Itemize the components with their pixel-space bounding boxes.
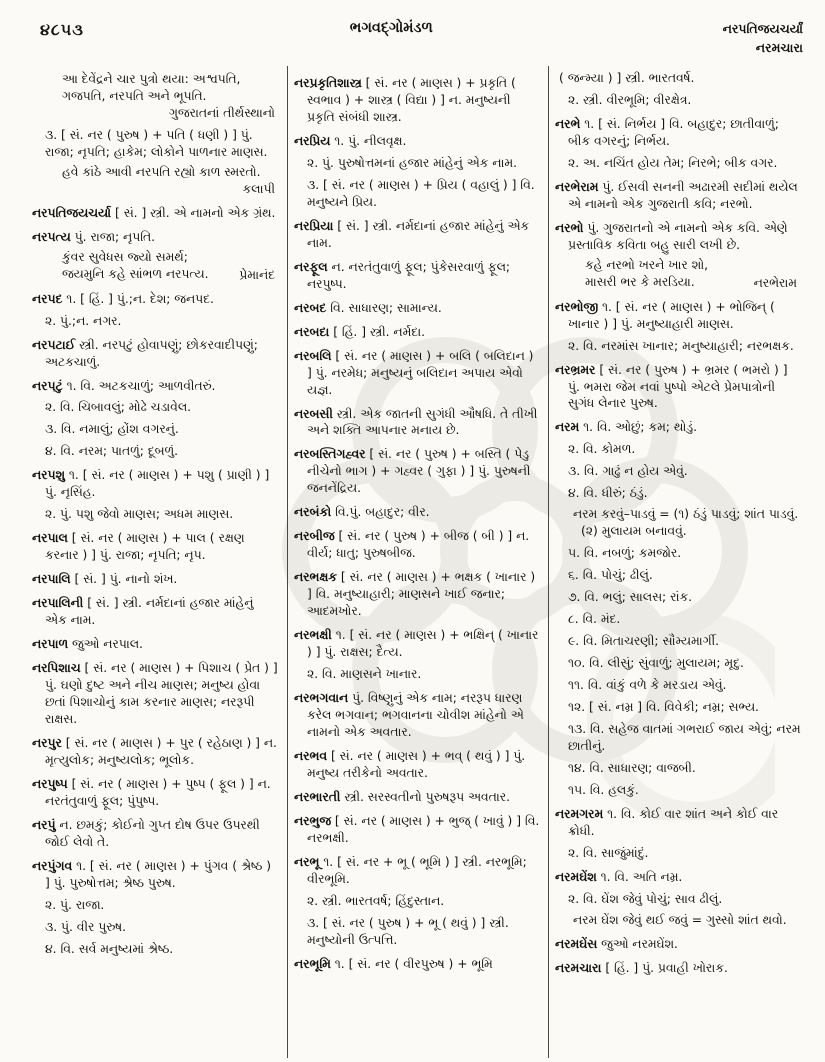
column-2	[287, 66, 548, 1058]
sense-item	[32, 941, 279, 958]
dict-entry	[294, 300, 540, 317]
sense-item	[32, 919, 279, 936]
definition-text: ૪. વિ. ધીરું; ઠંડું.	[568, 486, 648, 501]
headword: નરપતિજયચર્યા	[32, 205, 112, 220]
headword: નરભોજી	[555, 299, 599, 314]
definition-text: નરમ કરવું–પાડવું = (૧) ઠંડું પાડવું; શાંત પાડવું. (૨) મુલાયમ બનાવવું.	[573, 507, 799, 539]
sense-item	[32, 313, 279, 330]
headword: નરપાલિની	[32, 596, 84, 611]
dict-entry	[294, 789, 540, 806]
text-columns	[26, 66, 809, 1058]
headword: નરભારતી	[294, 789, 341, 804]
headword: નરબીજ	[294, 529, 335, 544]
headword: નરભુજ	[294, 813, 331, 828]
quote-line: કહે નરભો ખરને ખાર શો,	[585, 257, 709, 272]
sense-item	[555, 92, 801, 109]
verse-quote	[32, 71, 279, 122]
dict-entry	[555, 116, 801, 150]
headword: નરભગવાન	[294, 691, 349, 706]
headword: નરપાલ	[32, 531, 68, 546]
headword: નરબસ્તિગહ્વર	[294, 447, 366, 462]
sense-item	[555, 891, 801, 908]
definition-text: ૩. વિ. નમાલું; હોંશ વગરનું.	[45, 422, 179, 437]
definition-text: પું. ગુજરાતનો એ નામનો એક કવિ. એણે પ્રસ્તાવિક કવિતા બહુ સારી લખી છે.	[568, 220, 788, 252]
verse-quote	[32, 164, 279, 198]
dict-entry	[294, 956, 540, 973]
headword: નરભૂ	[294, 854, 320, 869]
sense-item	[294, 893, 540, 910]
definition-text: ૨. વિ. ઘેંશ જેવું પોચું; સાવ ઢીલું.	[568, 891, 723, 906]
definition-text: ૧. વિ. ઓછું; કમ; થોડું.	[583, 420, 698, 435]
dict-entry	[555, 419, 801, 436]
definition-text: ૪. વિ. સર્વ મનુષ્યમાં શ્રેષ્ઠ.	[45, 941, 174, 956]
idiom-note	[555, 912, 801, 929]
dict-entry	[32, 636, 279, 653]
quote-line: કુંવર સુવેધસ જ્યો સમર્થ;	[62, 249, 188, 264]
definition-text: પું. ઈસવી સનની અઢારમી સદીમાં થયેલ એ નામનો એક ગુજરાતી કવિ; નરભો.	[568, 179, 798, 211]
dict-entry	[32, 595, 279, 629]
headword: નરપટું	[32, 378, 63, 393]
definition-text: [ સં. નર ( પુરુષ ) + ભ્રમર ( ભમરો ) ] પું. ભમરા જેમ નવાં પુષ્પો એટલે પ્રેમપાત્રોની સુગંધ લેનાર પુરુષ.	[568, 362, 788, 411]
definition-text: ૧. [ સં. નર ( વીરપુરુષ ) + ભૂમિ	[334, 956, 493, 971]
definition-text: ન. નરતંતુવાળું ફૂલ; પુંકેસરવાળું ફૂલ; નરપુષ્પ.	[307, 259, 511, 291]
sense-item	[294, 915, 540, 949]
definition-text: ૩. [ સં. નર ( પુરુષ ) + ભૂ ( થવું ) ] સ્ત્રી. મનુષ્યોની ઉત્પત્તિ.	[307, 915, 509, 947]
dict-entry	[32, 571, 279, 588]
sense-item	[294, 155, 540, 172]
definition-text: ૯. વિ. મિતાચરણી; સૌમ્યમાર્ગી.	[568, 634, 720, 649]
headword: નરપ્રકૃતિશાસ્ત્ર	[294, 76, 362, 90]
sense-item	[32, 897, 279, 914]
quote-attribution: કલાપી	[242, 181, 275, 196]
headword: નરમ	[555, 420, 580, 435]
sense-item	[294, 177, 540, 211]
sense-item	[555, 589, 801, 606]
definition-text: ૩. વિ. ગાઢું ન હોય એવું.	[568, 464, 688, 479]
sense-item	[555, 567, 801, 584]
sense-item	[32, 506, 279, 523]
definition-text: ૧૨. [ સં. નમ્ર ] વિ. વિવેકી; નમ્ર; સભ્ય.	[568, 700, 759, 715]
dict-entry	[294, 690, 540, 741]
headword: નરમગરમ	[555, 806, 604, 821]
quote-line: આ દેવેંદ્રને ચાર પુત્રો થયા: અશ્વપતિ,	[62, 72, 241, 86]
definition-text: જુઓ નરપાલ.	[72, 637, 143, 652]
dict-entry	[32, 776, 279, 810]
quote-line: હવે કાંઠે આવી નરપતિ રહ્યો કાળ સ્મરતો.	[62, 164, 261, 179]
headword: નરભૂમિ	[294, 956, 331, 971]
dict-entry	[294, 528, 540, 562]
sense-item	[555, 782, 801, 799]
definition-text: ૨. વિ. સાજુંમાંદું.	[568, 845, 649, 860]
definition-text: ૬. વિ. પોચું; ઢીલું.	[568, 568, 653, 583]
definition-text: ૩. [ સં. નર ( પુરુષ ) + પતિ ( ધણી ) ] પું. રાજા; નૃપતિ; હાકેમ; લોકોને પાળનાર માણસ.	[45, 127, 268, 159]
definition-text: ૨. પું. પશુ જેવો માણસ; અધમ માણસ.	[45, 507, 234, 522]
headword: નરપુંગવ	[32, 858, 73, 873]
headword: નરપદ	[32, 291, 63, 306]
dict-entry	[32, 660, 279, 728]
quote-attribution: નરભેરામ	[753, 275, 797, 290]
quote-attribution: ગુજરાતનાં તીર્થસ્થાનો	[168, 105, 275, 120]
dict-entry	[555, 299, 801, 333]
definition-text: ૧૧. વિ. વાંકું વળે કે મરડાય એવું.	[568, 678, 727, 693]
guide-word-top: નરપતિજયચર્યાં	[722, 21, 803, 36]
definition-text: ૧. [ સં. નિર્ભય ] વિ. બહાદુર; છાતીવાળું; બીક વગરનું; નિર્ભય.	[568, 116, 779, 148]
sense-item	[555, 633, 801, 650]
dict-entry	[294, 446, 540, 497]
definition-text: ૧. [ હિં. ] પું.;ન. દેશ; જનપદ.	[66, 291, 214, 306]
headword: નરપશુ	[32, 468, 65, 483]
headword: નરપાલિ	[32, 572, 71, 587]
headword: નરભ્રમર	[555, 362, 596, 377]
dict-entry	[294, 748, 540, 782]
headword: નરમઘેંશ	[555, 869, 597, 884]
definition-text: ૨. વિ. નરમાંસ ખાનાર; મનુષ્યાહારી; નરભક્ષક.	[568, 338, 794, 353]
dict-entry	[294, 218, 540, 252]
entry-continuation	[555, 70, 801, 87]
headword: નરભક્ષક	[294, 570, 337, 585]
definition-text: [ સં. નર ( પુરુષ ) + બીજ ( બી ) ] ન. વીર્ય; ધાતુ; પુરુષબીજ.	[307, 529, 530, 561]
headword: નરબદ	[294, 300, 327, 315]
headword: નરમઘેંસ	[555, 936, 598, 951]
headword: નરપું	[32, 817, 56, 832]
quote-line: માસરી ભર કે મરડિયા.	[585, 274, 695, 289]
definition-text: પું. વિષ્ણુનું એક નામ; નરરૂપ ધારણ કરેલ ભગવાન; ભગવાનના ચોવીશ માંહેનો એ નામનો એક અવતાર.	[307, 691, 524, 739]
headword: નરપત્ય	[32, 229, 71, 244]
definition-text: ૨. પું. પુરુષોત્તમનાં હજાર માંહેનું એક નામ.	[307, 155, 517, 170]
definition-text: [ સં. નર ( માણસ ) + ભુજ્ ( ખાવું ) ] વિ. નરભક્ષી.	[307, 813, 540, 845]
sense-item	[555, 845, 801, 862]
definition-text: [ સં. નર ( માણસ ) + પિશાચ ( પ્રેત ) ] પું. ઘણો દુષ્ટ અને નીચ માણસ; મનુષ્ય હોવા છતાં પિશાચોનું કામ કરનાર માણસ; નરરૂપી રાક્ષસ.	[45, 661, 278, 726]
definition-text: [ સં. ] સ્ત્રી. નર્મદાનાં હજાર માંહેનું એક નામ.	[45, 596, 254, 628]
definition-text: ૧. [ સં. નર ( માણસ ) + પુંગવ ( શ્રેષ્ઠ ) ] પું. પુરુષોત્તમ; શ્રેષ્ઠ પુરુષ.	[45, 858, 272, 890]
definition-text: સ્ત્રી. એક જાતની સુગંધી ઔષધિ. તે તીખી અને શક્તિ આપનાર મનાય છે.	[307, 406, 538, 438]
sense-item	[32, 399, 279, 416]
dict-entry	[32, 467, 279, 501]
definition-text: [ હિં. ] સ્ત્રી. નર્મદા.	[333, 324, 426, 339]
sense-item	[555, 721, 801, 755]
dict-entry	[32, 817, 279, 851]
book-title: ભગવદ્ગોમંડળ	[349, 20, 433, 36]
dict-entry	[294, 133, 540, 150]
sense-item	[555, 699, 801, 716]
definition-text: [ સં. નર ( માણસ ) + પાલ ( રક્ષણ કરનાર ) ] પું. રાજા; નૃપતિ; નૃપ.	[45, 531, 245, 563]
sense-item	[555, 545, 801, 562]
dict-entry	[32, 205, 279, 222]
definition-text: નરમ ઘેંશ જેવું થઈ જવું = ગુસ્સો શાંત થવો.	[573, 912, 787, 927]
headword: નરભેરામ	[555, 179, 599, 194]
headword: નરફૂલ	[294, 259, 328, 274]
headword: નરપટાઈ	[32, 337, 76, 352]
headword: નરપિશાચ	[32, 661, 81, 676]
sense-item	[555, 441, 801, 458]
dict-entry	[32, 735, 279, 769]
definition-text: પું. રાજા; નૃપતિ.	[74, 229, 156, 244]
definition-text: [ સં. નર ( માણસ ) + બલિ ( બલિદાન ) ] પું. નરમેધ; મનુષ્યનું બલિદાન અપાય એવો યજ્ઞ.	[307, 348, 534, 397]
definition-text: ૫. વિ. નબળું; કમજોર.	[568, 546, 682, 561]
definition-text: વિ.પું. બહાદુર; વીર.	[335, 505, 430, 520]
definition-text: ૨. સ્ત્રી. વીરભૂમિ; વીરક્ષેત્ર.	[568, 92, 692, 107]
dict-entry	[555, 806, 801, 840]
dict-entry	[294, 259, 540, 293]
definition-text: [ સં. નર ( માણસ ) + ભક્ષક ( ખાનાર ) ] વિ. મનુષ્યાહારી; માણસને ખાઈ જનાર; આદમખોર.	[307, 570, 536, 619]
dict-entry	[32, 858, 279, 892]
dict-entry	[294, 348, 540, 399]
definition-text: [ સં. ] પું. નાનો શંખ.	[74, 572, 178, 587]
headword: નરભવ	[294, 748, 328, 763]
headword: નરભક્ષી	[294, 628, 332, 643]
definition-text: ૨. વિ. કોમળ.	[568, 442, 636, 457]
dict-entry	[32, 229, 279, 246]
definition-text: [ સં. નર ( માણસ ) + પુષ્પ ( ફૂલ ) ] ન. નરતંતુવાળું ફૂલ; પુંપુષ્પ.	[45, 776, 271, 808]
definition-text: ન. છમકું; કોઈનો ગુપ્ત દોષ ઉપર ઉપરથી જોઈ લેવો તે.	[45, 817, 260, 849]
headword: નરપુર	[32, 735, 62, 750]
dict-entry	[294, 627, 540, 661]
headword: નરપુષ્પ	[32, 776, 68, 791]
column-3	[548, 66, 809, 1058]
verse-quote	[32, 249, 279, 284]
definition-text: [ હિં. ] પું. પ્રવાહી ખોરાક.	[605, 960, 728, 975]
sense-item	[555, 655, 801, 672]
quote-line: જયમુનિ કહે સાંભળ નરપત્ય.	[62, 266, 209, 281]
definition-text: સ્ત્રી. સરસ્વતીનો પુરુષરૂપ અવતાર.	[344, 789, 511, 804]
page-number: ૪૮૫૩	[40, 20, 84, 39]
definition-text: ૧. [ સં. નર ( માણસ ) + ભોજિન્ ( ખાનાર ) ] પું. મનુષ્યાહારી માણસ.	[568, 299, 775, 331]
definition-text: ૩. [ સં. નર ( માણસ ) + પ્રિય ( વહાલું ) ] વિ. મનુષ્યને પ્રિય.	[307, 177, 535, 209]
definition-text: ૨. વિ. ચિબાવલું; મોઢે ચડાવેલ.	[45, 400, 192, 415]
definition-text: ૧૩. વિ. સહેજ વાતમાં ગભરાઈ જાય એવું; નરમ છાતીનું.	[568, 722, 801, 753]
definition-text: ૧. વિ. અટકચાળું; આળવીતરું.	[66, 378, 216, 393]
definition-text: ૧૫. વિ. હલકું.	[568, 782, 639, 797]
sense-item	[555, 463, 801, 480]
dict-entry	[32, 337, 279, 371]
dict-entry	[294, 813, 540, 847]
sense-item	[294, 666, 540, 683]
definition-text: ( જન્મ્યા ) ] સ્ત્રી. ભારતવર્ષ.	[559, 71, 695, 85]
definition-text: [ સં. નર ( માણસ ) + પ્રકૃતિ ( સ્વભાવ ) + શાસ્ત્ર ( વિદ્યા ) ] ન. મનુષ્યની પ્રકૃતિ સંબંધી શાસ્ત્ર.	[307, 76, 516, 124]
headword: નરપાળ	[32, 637, 69, 652]
guide-word-bottom: નરમચારા	[755, 39, 803, 55]
quote-line: ગજપતિ, નરપતિ અને ભૂપતિ.	[62, 88, 207, 103]
sense-item	[32, 421, 279, 438]
guide-words	[723, 20, 803, 58]
headword: નરબદા	[294, 324, 330, 339]
dict-entry	[555, 960, 801, 977]
headword: નરભે	[555, 116, 581, 131]
headword: નરપ્રિયા	[294, 218, 334, 233]
definition-text: [ સં. ] સ્ત્રી. એ નામનો એક ગ્રંથ.	[114, 205, 276, 220]
headword: નરભો	[555, 220, 584, 235]
definition-text: ૧. [ સં. નર + ભૂ ( ભૂમિ ) ] સ્ત્રી. નરભૂમિ; વીરભૂમિ.	[307, 854, 527, 886]
dict-entry	[555, 179, 801, 213]
definition-text: ૧૦. વિ. લીસું; સુંવાળું; મુલાયમ; મૃદુ.	[568, 656, 744, 671]
definition-text: ૨. પું. રાજા.	[45, 897, 105, 912]
definition-text: વિ. સાધારણ; સામાન્ય.	[330, 300, 442, 315]
column-1	[26, 66, 287, 1058]
definition-text: [ સં. નર ( પુરુષ ) + બસ્તિ ( પેડુ નીચેનો ભાગ ) + ગહ્વર ( ગુફા ) ] પું. પુરુષની જનનેંદ્રિય.	[307, 447, 531, 496]
headword: નરમચારા	[555, 960, 602, 975]
definition-text: ૨. પું.;ન. નગર.	[45, 313, 122, 328]
definition-text: ૧. વિ. કોઈ વાર શાંત અને કોઈ વાર ક્રોધી.	[568, 806, 779, 838]
dict-entry	[294, 569, 540, 620]
sense-item	[32, 443, 279, 460]
definition-text: [ સં. ] સ્ત્રી. નર્મદાનાં હજાર માંહેનું એક નામ.	[307, 218, 530, 250]
definition-text: ૨. અ. નચિંત હોય તેમ; નિરભે; બીક વગર.	[568, 155, 778, 170]
dict-entry	[32, 291, 279, 308]
definition-text: ૧. વિ. અતિ નમ્ર.	[600, 869, 683, 884]
definition-text: ૧. [ સં. નર ( માણસ ) + ભક્ષિન્ ( ખાનાર ) ] પું. રાક્ષસ; દૈત્ય.	[307, 628, 539, 660]
definition-text: ૧. પું. નીલવૃક્ષ.	[334, 133, 407, 148]
sense-item	[555, 611, 801, 628]
dict-entry	[555, 362, 801, 413]
headword: નરબસી	[294, 406, 333, 421]
definition-text: ૮. વિ. મંદ.	[568, 612, 621, 627]
quote-attribution: પ્રેમાનંદ	[239, 267, 275, 282]
definition-text: ૧૪. વિ. સાધારણ; વાજબી.	[568, 760, 696, 775]
definition-text: જુઓ નરમઘેંશ.	[601, 936, 678, 951]
definition-text: [ સં. નર ( માણસ ) + ભવ્ ( થવું ) ] પું. મનુષ્ય તરીકેનો અવતાર.	[307, 748, 526, 780]
dict-entry	[32, 378, 279, 395]
definition-text: સ્ત્રી. નરપટું હોવાપણું; છોકરવાદીપણું; અટકચાળું.	[45, 337, 258, 369]
sense-item	[32, 127, 279, 161]
dict-entry	[294, 75, 540, 126]
dict-entry	[32, 530, 279, 564]
definition-text: ૨. વિ. માણસને ખાનાર.	[307, 667, 422, 682]
definition-text: ૧. [ સં. નર ( માણસ ) + પશુ ( પ્રાણી ) ] પું. નૃસિંહ.	[45, 468, 270, 500]
dict-entry	[555, 869, 801, 886]
idiom-note	[555, 506, 801, 540]
dict-entry	[294, 504, 540, 521]
headword: નરબલિ	[294, 348, 332, 363]
sense-item	[555, 155, 801, 172]
verse-quote	[555, 257, 801, 292]
definition-text: ૩. પું. વીર પુરુષ.	[45, 919, 127, 934]
definition-text: ૨. સ્ત્રી. ભારતવર્ષ; હિંદુસ્તાન.	[307, 893, 445, 908]
headword: નરપ્રિય	[294, 133, 331, 148]
sense-item	[555, 338, 801, 355]
definition-text: ૭. વિ. ભલું; સાલસ; રાંક.	[568, 590, 693, 605]
headword: નરબંકો	[294, 505, 332, 520]
dict-entry	[555, 936, 801, 953]
dict-entry	[294, 324, 540, 341]
sense-item	[555, 485, 801, 502]
sense-item	[555, 760, 801, 777]
dict-entry	[294, 406, 540, 440]
definition-text: [ સં. નર ( માણસ ) + પુર ( રહેઠાણ ) ] ન. મૃત્યુલોક; મનુષ્યલોક; ભૂલોક.	[45, 735, 277, 767]
page-header	[26, 16, 809, 64]
dict-entry	[555, 220, 801, 254]
sense-item	[555, 677, 801, 694]
dict-entry	[294, 854, 540, 888]
definition-text: ૪. વિ. નરમ; પાતળું; દૂબળું.	[45, 444, 178, 459]
